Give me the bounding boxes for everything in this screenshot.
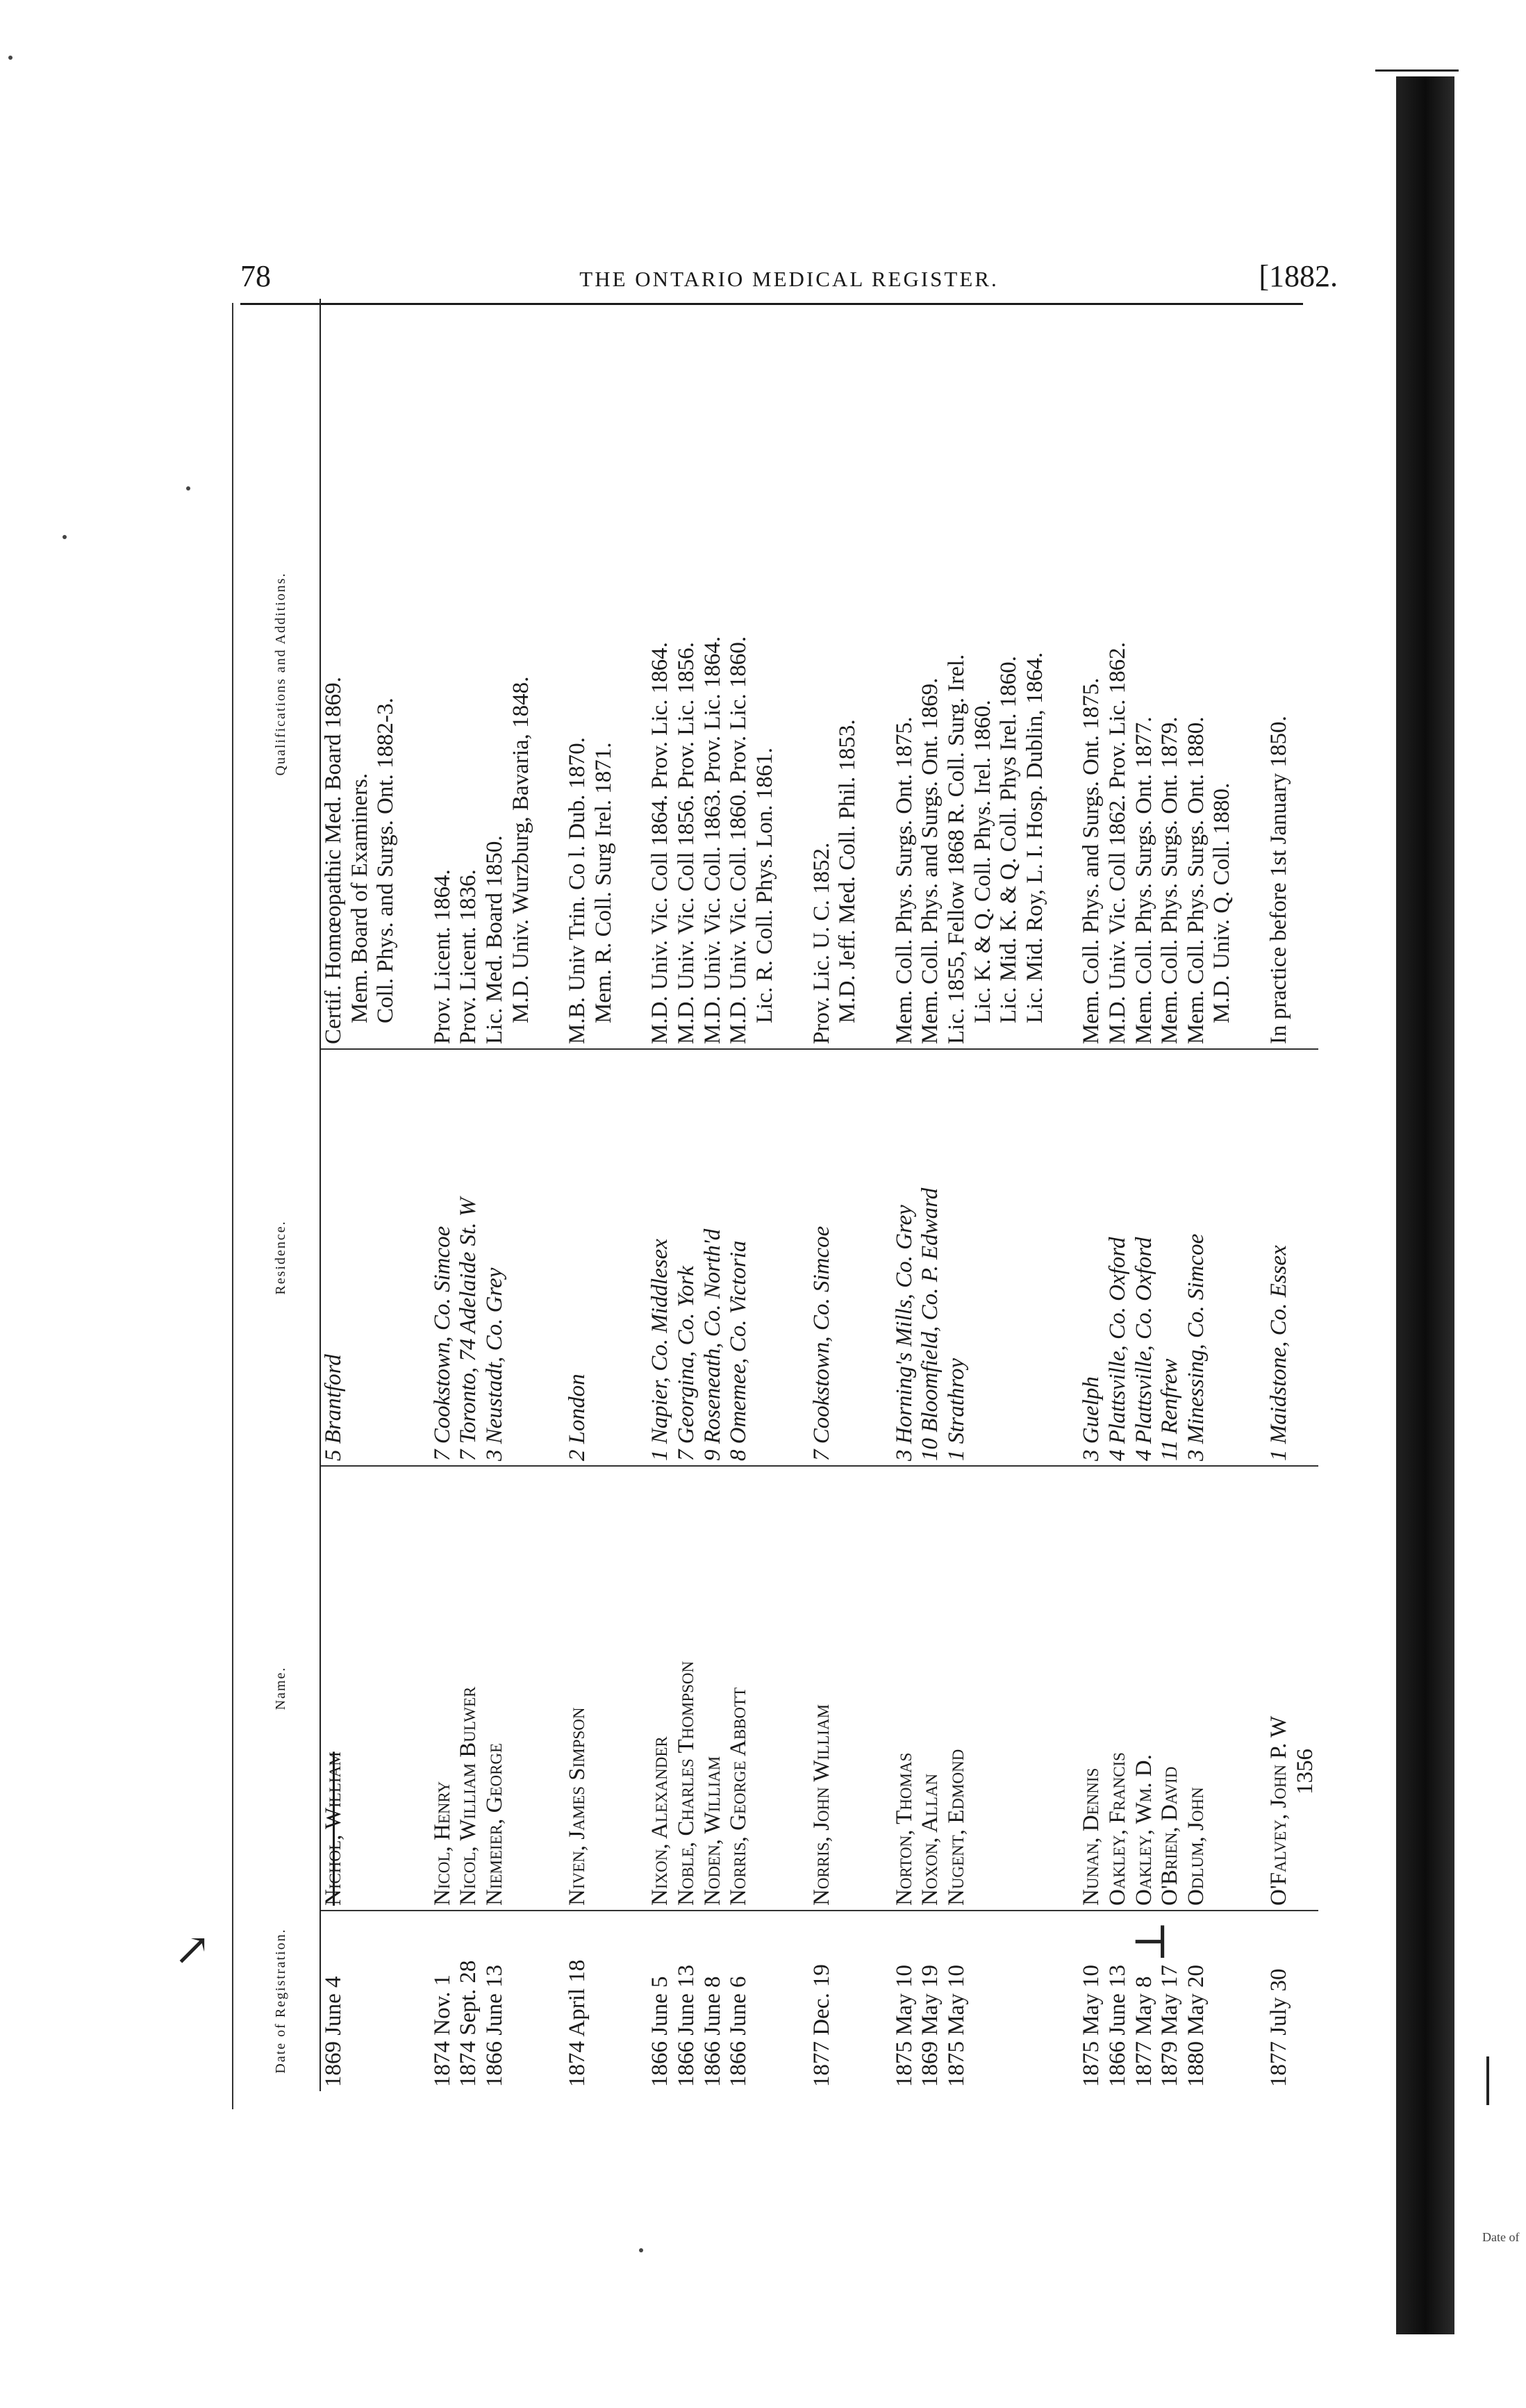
speck — [639, 2248, 643, 2252]
name-cell — [1079, 1466, 1105, 1911]
running-header — [240, 258, 1338, 300]
registrant-name: Norton, Thomas — [891, 1752, 917, 1906]
registrant-name: Noble, Charles Thompson — [674, 1660, 699, 1906]
residence-text: 7 Toronto, 74 Adelaide St. W — [456, 1197, 481, 1461]
registration-date: 1874 April 18 — [565, 1911, 617, 2091]
registrant-name: Nugent, Edmond — [943, 1749, 969, 1906]
qualification-line: M.D. Univ. Wurzburg, Bavaria, 1848. — [508, 676, 533, 1023]
residence-text: 1 Strathroy — [943, 1358, 969, 1461]
name-cell — [726, 1466, 778, 1911]
qualifications-cell — [918, 299, 944, 1049]
header-year: [1882. — [1259, 259, 1338, 293]
qualification-line: Lic. R. Coll. Phys. Lon. 1861. — [752, 748, 777, 1023]
residence-cell — [1131, 1049, 1158, 1466]
margin-arrow-mark: ↗ — [174, 1925, 211, 1974]
table-row — [944, 299, 1048, 2091]
registration-date: 1874 Sept. 28 — [456, 1911, 482, 2091]
residence-cell — [320, 1049, 399, 1466]
table-row — [482, 299, 534, 2091]
registrant-name: Oakley, Francis — [1105, 1752, 1131, 1906]
name-cell — [809, 1466, 861, 1911]
spacer-cell — [399, 1466, 430, 1911]
name-cell — [565, 1466, 617, 1911]
qualifications-cell — [892, 299, 918, 1049]
residence-text: 4 Plattsville, Co. Oxford — [1131, 1237, 1156, 1461]
residence-cell — [1079, 1049, 1105, 1466]
spacer-cell — [861, 1911, 892, 2091]
table-row — [1184, 299, 1236, 2091]
qualification-line: Mem. R. Coll. Surg Irel. 1871. — [590, 742, 616, 1023]
speck — [8, 56, 13, 60]
registration-date: 1869 June 4 — [320, 1911, 399, 2091]
registration-date: 1877 May 8 — [1131, 1911, 1158, 2091]
residence-text: 7 Cookstown, Co. Simcoe — [429, 1226, 455, 1461]
spacer-cell — [1236, 1049, 1266, 1466]
spacer-cell — [1048, 1049, 1079, 1466]
group-spacer — [399, 299, 430, 2091]
registration-date: 1866 June 13 — [1105, 1911, 1131, 2091]
spacer-cell — [534, 1049, 565, 1466]
registrant-name: O'Falvey, John P. W — [1266, 1715, 1292, 1906]
table-row — [456, 299, 482, 2091]
qualification-line: Mem. Board of Examiners. — [347, 773, 372, 1023]
group-spacer — [861, 299, 892, 2091]
page-title: THE ONTARIO MEDICAL REGISTER. — [579, 267, 999, 291]
qualifications-cell — [482, 299, 534, 1049]
spacer-cell — [1048, 299, 1079, 1049]
registrant-name: Nixon, Alexander — [647, 1736, 673, 1906]
name-cell — [1105, 1466, 1131, 1911]
qualification-line: Prov. Lic. U. C. 1852. — [808, 842, 834, 1044]
spacer-cell — [534, 299, 565, 1049]
residence-text: 2 London — [565, 1374, 590, 1461]
qualification-line: Lic. K. & Q. Coll. Phys. Irel. 1860. — [970, 700, 995, 1023]
residence-cell — [1157, 1049, 1184, 1466]
table-left-rule — [232, 303, 233, 2109]
name-cell — [1131, 1466, 1158, 1911]
spacer-cell — [617, 1911, 647, 2091]
residence-cell — [726, 1049, 778, 1466]
registrant-name: Nicol, Henry — [429, 1781, 455, 1906]
qualification-line: M.D. Univ. Vic. Coll 1856. Prov. Lic. 1856. — [674, 642, 699, 1044]
residence-cell — [1266, 1049, 1318, 1466]
qualification-line: Mem. Coll. Phys. Surgs. Ont. 1880. — [1183, 716, 1209, 1044]
qualification-line: In practice before 1st January 1850. — [1266, 716, 1292, 1044]
registration-date: 1875 May 10 — [944, 1911, 1048, 2091]
registrant-name: Niemeier, George — [482, 1742, 508, 1906]
column-header-date: Date of Registration. — [242, 1911, 320, 2091]
group-spacer — [1236, 299, 1266, 2091]
registration-date: 1866 June 8 — [700, 1911, 727, 2091]
spacer-cell — [861, 1466, 892, 1911]
name-cell — [456, 1466, 482, 1911]
registrant-name: Norris, John William — [808, 1704, 834, 1906]
qualification-line: M.D. Univ. Vic. Coll. 1863. Prov. Lic. 1864. — [699, 636, 725, 1044]
residence-cell — [1105, 1049, 1131, 1466]
qualifications-cell — [430, 299, 456, 1049]
registrant-name: Oakley, Wm. D. — [1131, 1754, 1156, 1906]
qualification-line: Prov. Licent. 1836. — [456, 869, 481, 1044]
residence-text: 1 Maidstone, Co. Essex — [1266, 1245, 1292, 1461]
stray-header-fragment: Date of — [1482, 2230, 1520, 2244]
registrant-name: Odlum, John — [1183, 1787, 1209, 1906]
qualification-line: Prov. Licent. 1864. — [429, 869, 455, 1044]
table-row — [892, 299, 918, 2091]
registrant-name: Noxon, Allan — [918, 1773, 943, 1906]
table-row — [726, 299, 778, 2091]
spacer-cell — [779, 1911, 809, 2091]
qualifications-cell — [1131, 299, 1158, 1049]
qualifications-cell — [456, 299, 482, 1049]
name-cell — [1184, 1466, 1236, 1911]
registration-date: 1869 May 19 — [918, 1911, 944, 2091]
residence-cell — [565, 1049, 617, 1466]
qualifications-cell — [1266, 299, 1318, 1049]
residence-text: 5 Brantford — [321, 1354, 346, 1461]
rotated-register-table — [242, 299, 1318, 2091]
qualifications-cell — [1079, 299, 1105, 1049]
registration-date: 1879 May 17 — [1157, 1911, 1184, 2091]
registrant-name: Norris, George Abbott — [726, 1687, 752, 1906]
spacer-cell — [779, 1466, 809, 1911]
table-row — [918, 299, 944, 2091]
spacer-cell — [617, 1049, 647, 1466]
name-cell — [944, 1466, 1048, 1911]
name-cell — [1157, 1466, 1184, 1911]
qualifications-cell — [726, 299, 778, 1049]
registration-date: 1866 June 5 — [647, 1911, 674, 2091]
name-cell — [918, 1466, 944, 1911]
registrant-name: Niven, James Simpson — [565, 1707, 590, 1906]
qualifications-cell — [647, 299, 674, 1049]
residence-cell — [674, 1049, 700, 1466]
qualifications-cell — [809, 299, 861, 1049]
name-cell — [892, 1466, 918, 1911]
qualification-line: Certif. Homœopathic Med. Board 1869. — [321, 677, 346, 1044]
registration-date: 1866 June 13 — [674, 1911, 700, 2091]
qualification-line: M.D. Univ. Vic. Coll 1864. Prov. Lic. 1864. — [647, 642, 673, 1044]
column-header-residence: Residence. — [242, 1049, 320, 1466]
table-row — [647, 299, 674, 2091]
registrant-name: Nicol, William Bulwer — [456, 1686, 481, 1906]
registrant-number: 1356 — [1292, 1749, 1318, 1795]
spacer-cell — [861, 1049, 892, 1466]
residence-text: 9 Roseneath, Co. North'd — [699, 1228, 725, 1461]
residence-cell — [456, 1049, 482, 1466]
spacer-cell — [779, 299, 809, 1049]
registration-date: 1877 July 30 — [1266, 1911, 1318, 2091]
name-cell — [700, 1466, 727, 1911]
registration-date: 1880 May 20 — [1184, 1911, 1236, 2091]
qualification-line: Lic. 1855, Fellow 1868 R. Coll. Surg. Irel. — [943, 654, 969, 1044]
qualification-line: Mem. Coll. Phys. Surgs. Ont. 1879. — [1157, 716, 1183, 1044]
spacer-cell — [1236, 299, 1266, 1049]
table-row — [430, 299, 456, 2091]
column-header-name: Name. — [242, 1466, 320, 1911]
registrant-name: Nichol, William — [321, 1751, 346, 1906]
residence-text: 1 Napier, Co. Middlesex — [647, 1239, 673, 1461]
register-body — [320, 299, 1318, 2091]
residence-cell — [700, 1049, 727, 1466]
spacer-cell — [617, 299, 647, 1049]
qualification-line: Lic. Mid. K. & Q. Coll. Phys Irel. 1860. — [996, 656, 1022, 1023]
residence-cell — [944, 1049, 1048, 1466]
qualification-line: Mem. Coll. Phys. Surgs. Ont. 1875. — [891, 716, 917, 1044]
spacer-cell — [399, 299, 430, 1049]
qualification-line: Mem. Coll. Phys. and Surgs. Ont. 1875. — [1079, 677, 1104, 1044]
residence-text: 3 Guelph — [1079, 1376, 1104, 1461]
qualifications-cell — [1105, 299, 1131, 1049]
name-cell — [430, 1466, 456, 1911]
residence-text: 4 Plattsville, Co. Oxford — [1105, 1237, 1131, 1461]
registrant-name: Nunan, Dennis — [1079, 1767, 1104, 1906]
qualification-line: Lic. Mid. Roy, L. I. Hosp. Dublin, 1864. — [1022, 652, 1047, 1023]
qualifications-cell — [700, 299, 727, 1049]
name-cell — [647, 1466, 674, 1911]
qualification-line: Mem. Coll. Phys. and Surgs. Ont. 1869. — [918, 677, 943, 1044]
residence-text: 3 Neustadt, Co. Grey — [482, 1267, 508, 1461]
residence-text: 11 Renfrew — [1157, 1358, 1183, 1461]
residence-cell — [918, 1049, 944, 1466]
spacer-cell — [1048, 1466, 1079, 1911]
spacer-cell — [534, 1911, 565, 2091]
residence-cell — [430, 1049, 456, 1466]
table-row — [565, 299, 617, 2091]
registration-date: 1877 Dec. 19 — [809, 1911, 861, 2091]
residence-text: 8 Omemee, Co. Victoria — [726, 1240, 752, 1461]
scan-edge-shadow — [1396, 76, 1454, 2334]
page-number: 78 — [240, 259, 271, 293]
qualification-line: M.D. Jeff. Med. Coll. Phil. 1853. — [835, 719, 861, 1023]
table-row — [1105, 299, 1131, 2091]
residence-text: 7 Georgina, Co. York — [674, 1266, 699, 1461]
spacer-cell — [534, 1466, 565, 1911]
group-spacer — [1048, 299, 1079, 2091]
name-cell — [320, 1466, 399, 1911]
table-row — [320, 299, 399, 2091]
qualification-line: Coll. Phys. and Surgs. Ont. 1882-3. — [373, 698, 399, 1023]
qualification-line: M.D. Univ. Q. Coll. 1880. — [1209, 782, 1235, 1023]
table-row — [700, 299, 727, 2091]
registrant-name: Noden, William — [699, 1756, 725, 1906]
registrant-name: O'Brien, David — [1157, 1766, 1183, 1906]
table-row — [674, 299, 700, 2091]
registration-date: 1875 May 10 — [1079, 1911, 1105, 2091]
table-row — [809, 299, 861, 2091]
spacer-cell — [861, 299, 892, 1049]
residence-text: 3 Horning's Mills, Co. Grey — [891, 1205, 917, 1461]
name-cell — [482, 1466, 534, 1911]
spacer-cell — [399, 1911, 430, 2091]
qualification-line: M.B. Univ Trin. Co l. Dub. 1870. — [565, 737, 590, 1044]
registration-date: 1875 May 10 — [892, 1911, 918, 2091]
residence-cell — [482, 1049, 534, 1466]
residence-text: 10 Bloomfield, Co. P. Edward — [918, 1187, 943, 1461]
speck — [63, 535, 67, 539]
spacer-cell — [399, 1049, 430, 1466]
residence-cell — [892, 1049, 918, 1466]
table-row — [1266, 299, 1318, 2091]
residence-cell — [647, 1049, 674, 1466]
qualifications-cell — [320, 299, 399, 1049]
column-header-qualifications: Qualifications and Additions. — [242, 299, 320, 1049]
spacer-cell — [617, 1466, 647, 1911]
spacer-cell — [1048, 1911, 1079, 2091]
qualification-line: Lic. Med. Board 1850. — [482, 835, 508, 1044]
spacer-cell — [1236, 1466, 1266, 1911]
residence-cell — [1184, 1049, 1236, 1466]
qualifications-cell — [674, 299, 700, 1049]
registration-date: 1866 June 13 — [482, 1911, 534, 2091]
qualifications-cell — [1184, 299, 1236, 1049]
table-row — [1131, 299, 1158, 2091]
spacer-cell — [1236, 1911, 1266, 2091]
group-spacer — [534, 299, 565, 2091]
spacer-cell — [779, 1049, 809, 1466]
register-table — [242, 299, 1318, 2091]
residence-text: 7 Cookstown, Co. Simcoe — [808, 1226, 834, 1461]
qualifications-cell — [944, 299, 1048, 1049]
group-spacer — [779, 299, 809, 2091]
qualification-line: M.D. Univ. Vic. Coll 1862. Prov. Lic. 1862. — [1105, 642, 1131, 1044]
residence-text: 3 Minessing, Co. Simcoe — [1183, 1233, 1209, 1461]
table-row — [1079, 299, 1105, 2091]
edge-rule — [1375, 69, 1459, 72]
qualification-line: M.D. Univ. Vic. Coll. 1860. Prov. Lic. 1860. — [726, 636, 752, 1044]
edge-tick — [1486, 2056, 1489, 2105]
table-row — [1157, 299, 1184, 2091]
registration-date: 1866 June 6 — [726, 1911, 778, 2091]
name-cell — [1266, 1466, 1318, 1911]
name-cell — [674, 1466, 700, 1911]
registration-date: 1874 Nov. 1 — [430, 1911, 456, 2091]
speck — [186, 486, 190, 490]
qualification-line: Mem. Coll. Phys. Surgs. Ont. 1877. — [1131, 716, 1156, 1044]
margin-cross-mark: ⊣ — [1131, 1918, 1170, 1968]
qualifications-cell — [565, 299, 617, 1049]
group-spacer — [617, 299, 647, 2091]
residence-cell — [809, 1049, 861, 1466]
qualifications-cell — [1157, 299, 1184, 1049]
